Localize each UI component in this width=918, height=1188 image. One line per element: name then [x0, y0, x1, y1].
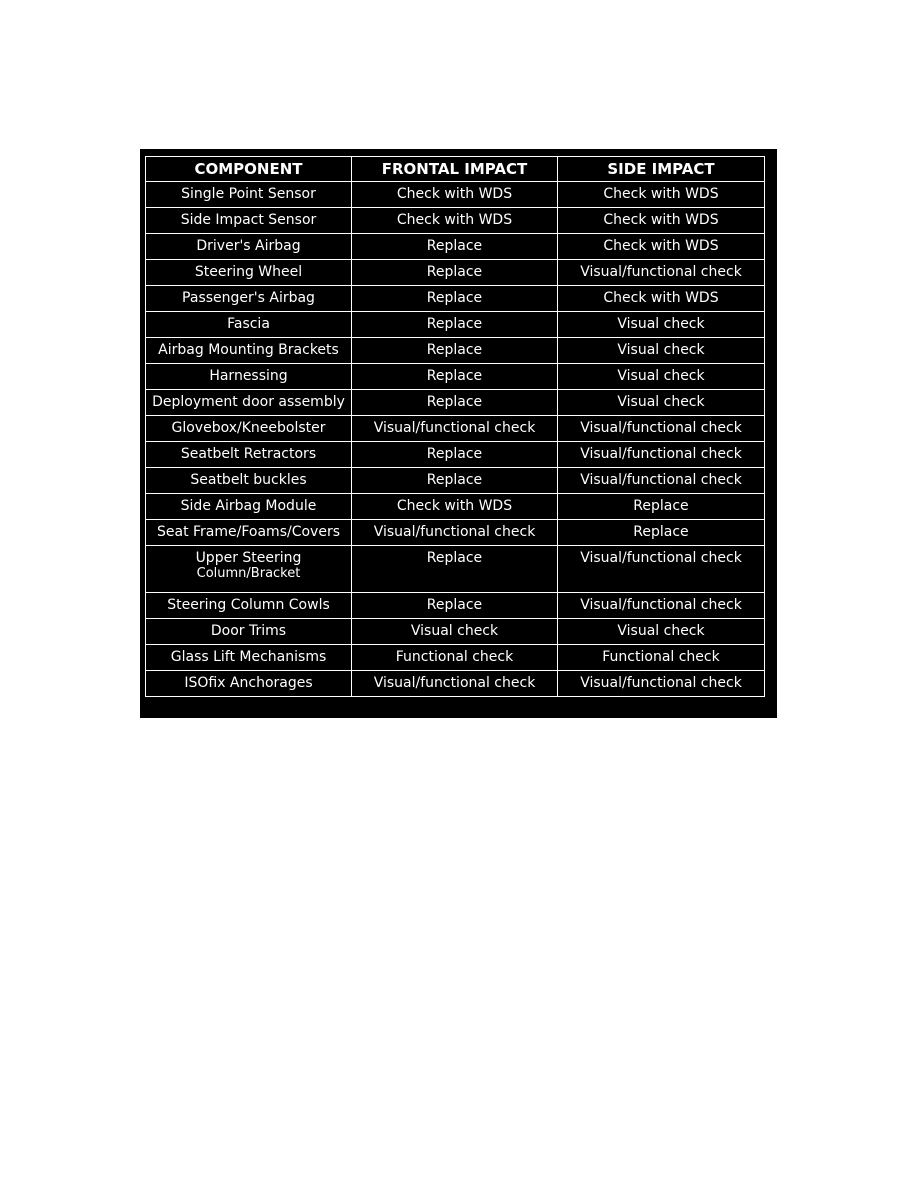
- table-row: [146, 546, 765, 593]
- table-row: [146, 208, 765, 234]
- table-row: [146, 671, 765, 697]
- frontal-cell: Replace: [352, 286, 558, 312]
- component-cell: Seatbelt Retractors: [146, 442, 352, 468]
- component-cell: Passenger's Airbag: [146, 286, 352, 312]
- frontal-cell: Replace: [352, 260, 558, 286]
- table-row: [146, 416, 765, 442]
- table-row: [146, 593, 765, 619]
- component-cell: Fascia: [146, 312, 352, 338]
- side-cell: Replace: [558, 520, 765, 546]
- frontal-cell: Replace: [352, 312, 558, 338]
- side-cell: Visual/functional check: [558, 260, 765, 286]
- side-cell: Check with WDS: [558, 234, 765, 260]
- side-cell: Visual check: [558, 390, 765, 416]
- frontal-cell: Functional check: [352, 645, 558, 671]
- side-cell: Check with WDS: [558, 208, 765, 234]
- table-row: [146, 494, 765, 520]
- table-row: [146, 619, 765, 645]
- side-cell: Visual/functional check: [558, 593, 765, 619]
- component-cell: Driver's Airbag: [146, 234, 352, 260]
- side-cell: Visual check: [558, 364, 765, 390]
- table-row: [146, 286, 765, 312]
- side-cell: Replace: [558, 494, 765, 520]
- frontal-cell: Check with WDS: [352, 182, 558, 208]
- frontal-cell: Replace: [352, 593, 558, 619]
- table-row: [146, 390, 765, 416]
- side-cell: Check with WDS: [558, 182, 765, 208]
- component-cell: Steering Column Cowls: [146, 593, 352, 619]
- component-cell: Airbag Mounting Brackets: [146, 338, 352, 364]
- table-row: [146, 520, 765, 546]
- component-cell: Steering Wheel: [146, 260, 352, 286]
- frontal-cell: Replace: [352, 338, 558, 364]
- component-line-1: Upper Steering: [195, 550, 302, 566]
- table-row: [146, 260, 765, 286]
- table-row: [146, 182, 765, 208]
- component-line-2: Column/Bracket: [196, 566, 301, 581]
- header-side-impact: SIDE IMPACT: [558, 157, 765, 182]
- component-cell: Side Impact Sensor: [146, 208, 352, 234]
- frontal-cell: Visual check: [352, 619, 558, 645]
- component-cell: Single Point Sensor: [146, 182, 352, 208]
- side-cell: Visual check: [558, 619, 765, 645]
- frontal-cell: Check with WDS: [352, 494, 558, 520]
- component-cell: Side Airbag Module: [146, 494, 352, 520]
- component-cell: Door Trims: [146, 619, 352, 645]
- frontal-cell: Replace: [352, 234, 558, 260]
- component-cell: Seat Frame/Foams/Covers: [146, 520, 352, 546]
- component-cell: Deployment door assembly: [146, 390, 352, 416]
- header-component: COMPONENT: [146, 157, 352, 182]
- frontal-cell: Visual/functional check: [352, 671, 558, 697]
- side-cell: Functional check: [558, 645, 765, 671]
- frontal-cell: Visual/functional check: [352, 416, 558, 442]
- impact-table-panel: [140, 149, 777, 718]
- side-cell: Visual check: [558, 312, 765, 338]
- side-cell: Visual/functional check: [558, 546, 765, 593]
- component-cell: [146, 546, 352, 593]
- table-row: [146, 312, 765, 338]
- frontal-cell: Replace: [352, 364, 558, 390]
- table-row: [146, 234, 765, 260]
- side-cell: Visual/functional check: [558, 671, 765, 697]
- side-cell: Check with WDS: [558, 286, 765, 312]
- table-row: [146, 645, 765, 671]
- side-cell: Visual check: [558, 338, 765, 364]
- table-header-row: [146, 157, 765, 182]
- component-cell: Harnessing: [146, 364, 352, 390]
- frontal-cell: Replace: [352, 390, 558, 416]
- component-cell: Seatbelt buckles: [146, 468, 352, 494]
- component-cell: Glass Lift Mechanisms: [146, 645, 352, 671]
- frontal-cell: Replace: [352, 546, 558, 593]
- frontal-cell: Replace: [352, 442, 558, 468]
- table-row: [146, 364, 765, 390]
- header-frontal-impact: FRONTAL IMPACT: [352, 157, 558, 182]
- table-row: [146, 442, 765, 468]
- component-cell: ISOfix Anchorages: [146, 671, 352, 697]
- side-cell: Visual/functional check: [558, 442, 765, 468]
- impact-inspection-table: [145, 156, 765, 697]
- component-cell: Glovebox/Kneebolster: [146, 416, 352, 442]
- frontal-cell: Check with WDS: [352, 208, 558, 234]
- side-cell: Visual/functional check: [558, 468, 765, 494]
- table-row: [146, 468, 765, 494]
- frontal-cell: Replace: [352, 468, 558, 494]
- frontal-cell: Visual/functional check: [352, 520, 558, 546]
- table-row: [146, 338, 765, 364]
- side-cell: Visual/functional check: [558, 416, 765, 442]
